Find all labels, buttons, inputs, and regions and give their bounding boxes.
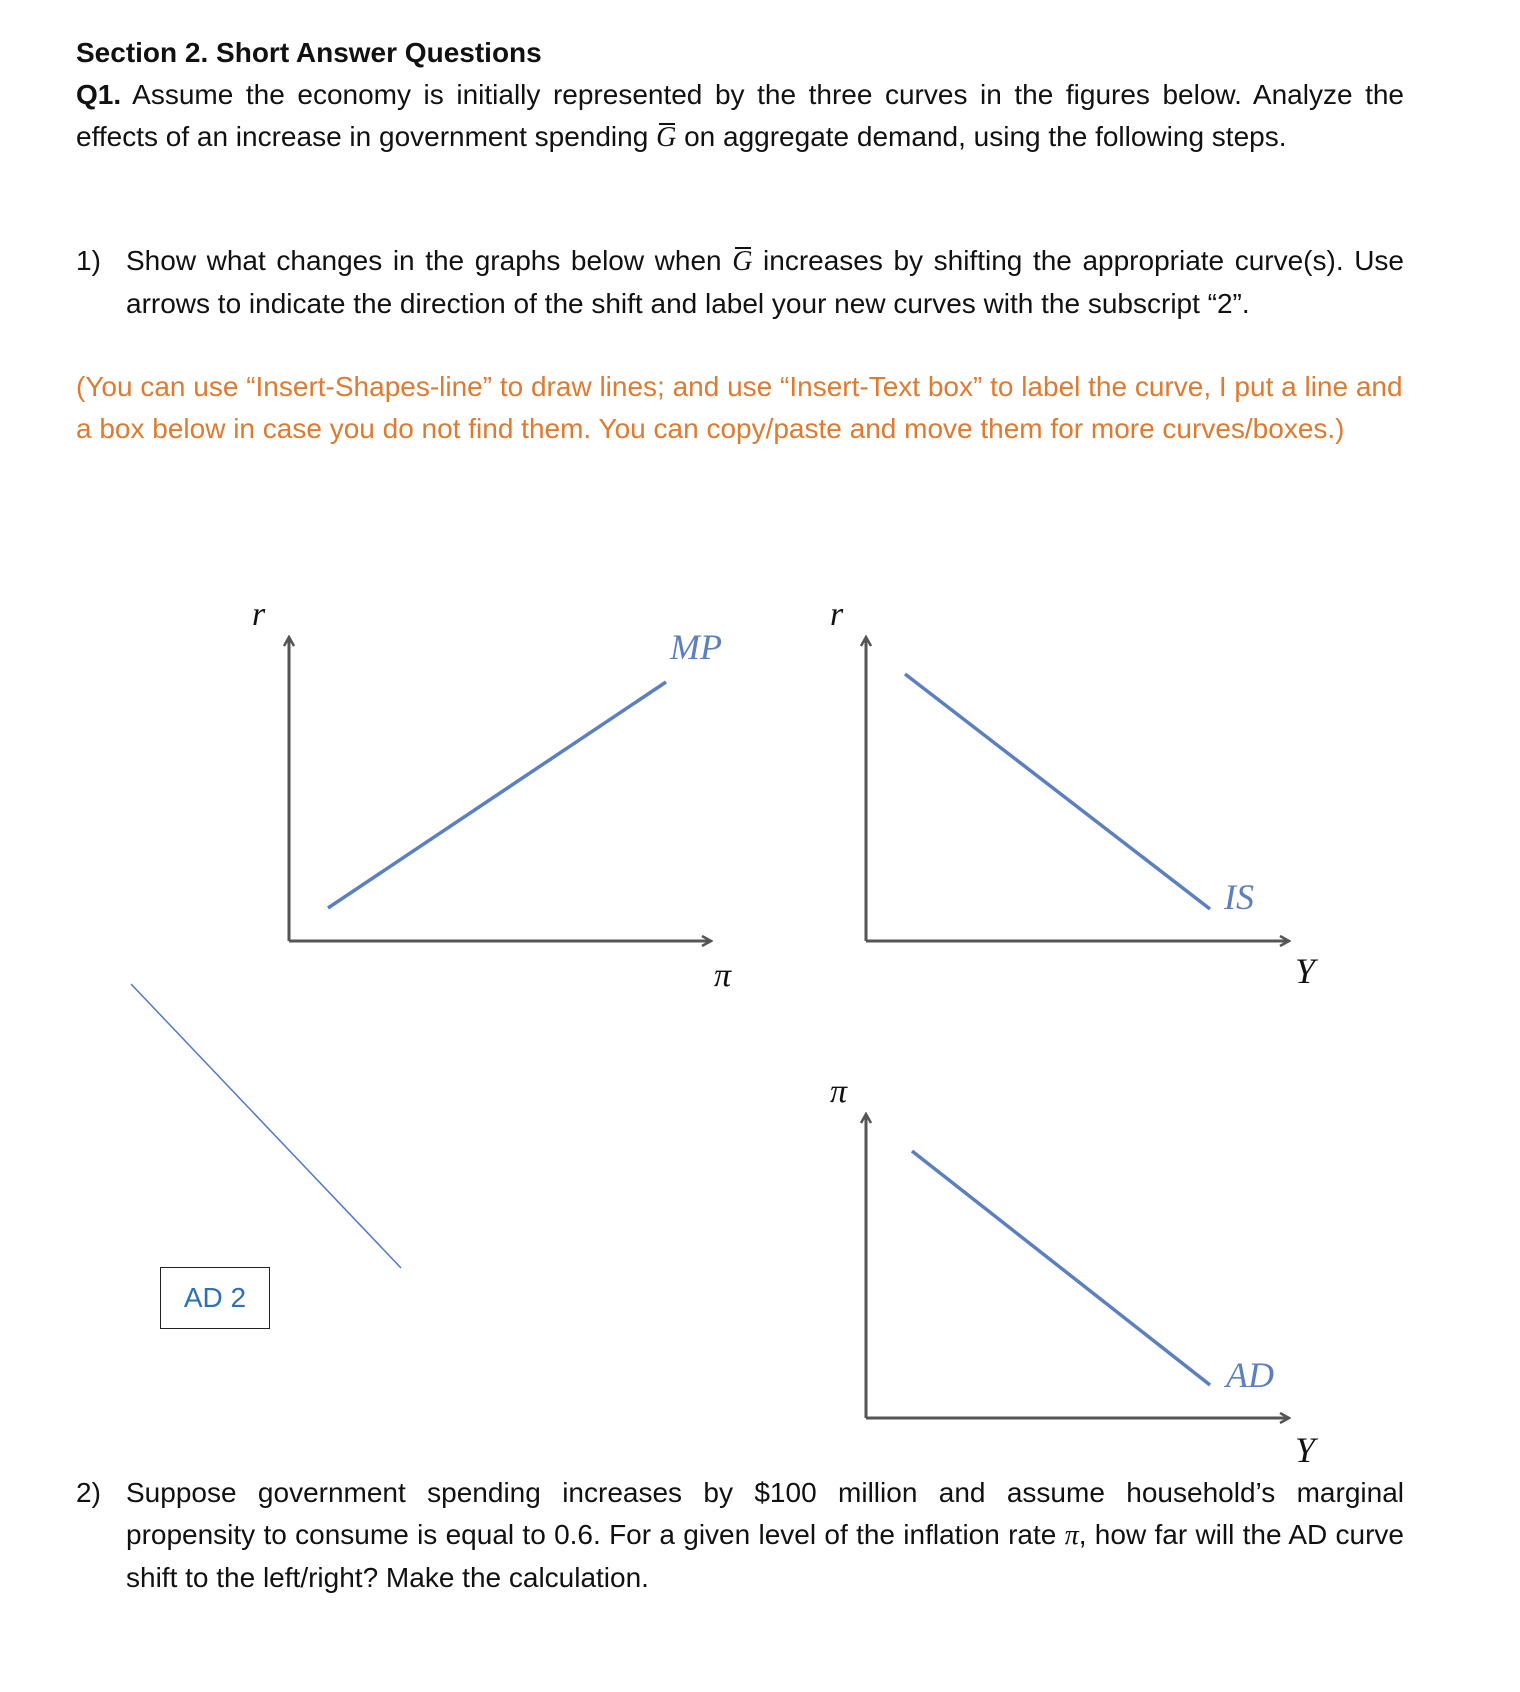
mp-curve [328,682,666,908]
question-1-label: Q1. [76,79,122,110]
ad-curve-label: AD [1226,1355,1274,1395]
step-2 [76,1472,1404,1599]
ad-graph [830,1073,1319,1470]
is-curve-label: IS [1224,877,1254,917]
is-x-axis-label: Y [1295,951,1316,991]
step-2-text-b: , how far will the AD curve shift to the left/right? Make the calculation. [126,1519,1405,1593]
mp-graph [252,596,732,994]
step-1-text-a: Show what changes in the graphs below when [126,245,722,276]
step-1-text-b: increases by shifting the appropriate curve(s). Use arrows to indicate the direction of the shift and label your new curves with the subscript “2”. [126,245,1404,319]
step-2-body [126,1472,1404,1599]
sample-line-shape[interactable] [131,984,401,1268]
instruction-note: (You can use “Insert-Shapes-line” to draw lines; and use “Insert-Text box” to label the curve, I put a line and a box below in case you do not find them. You can copy/paste and move them for more curves/boxes.) [76,371,1403,444]
g-bar-symbol: G [732,241,752,283]
ad-y-axis-label: π [830,1073,848,1110]
ad-curve [912,1151,1210,1385]
is-graph [830,596,1319,991]
step-2-number: 2) [76,1477,101,1508]
mp-x-axis-label: π [714,957,732,994]
ad-x-axis-label: Y [1295,1430,1316,1470]
section-title: Section 2. Short Answer Questions [76,37,542,68]
g-bar-symbol: G [656,117,676,159]
question-1-text-b: on aggregate demand, using the following steps. [684,121,1287,152]
pi-symbol: π [1064,1520,1079,1551]
sample-text-box[interactable]: AD 2 [160,1267,270,1329]
is-y-axis-label: r [830,596,844,633]
question-1-text-a: Assume the economy is initially represented by the three curves in the figures below. Analyze the effects of an increase in government spending [76,79,1405,152]
step-1-number: 1) [76,245,101,276]
is-curve [905,674,1210,909]
mp-y-axis-label: r [252,596,266,633]
step-2-text-a: Suppose government spending increases by $100 million and assume household’s marginal propensity to consume is equal to 0.6. For a given level of the inflation rate [126,1477,1404,1550]
mp-curve-label: MP [670,627,722,667]
